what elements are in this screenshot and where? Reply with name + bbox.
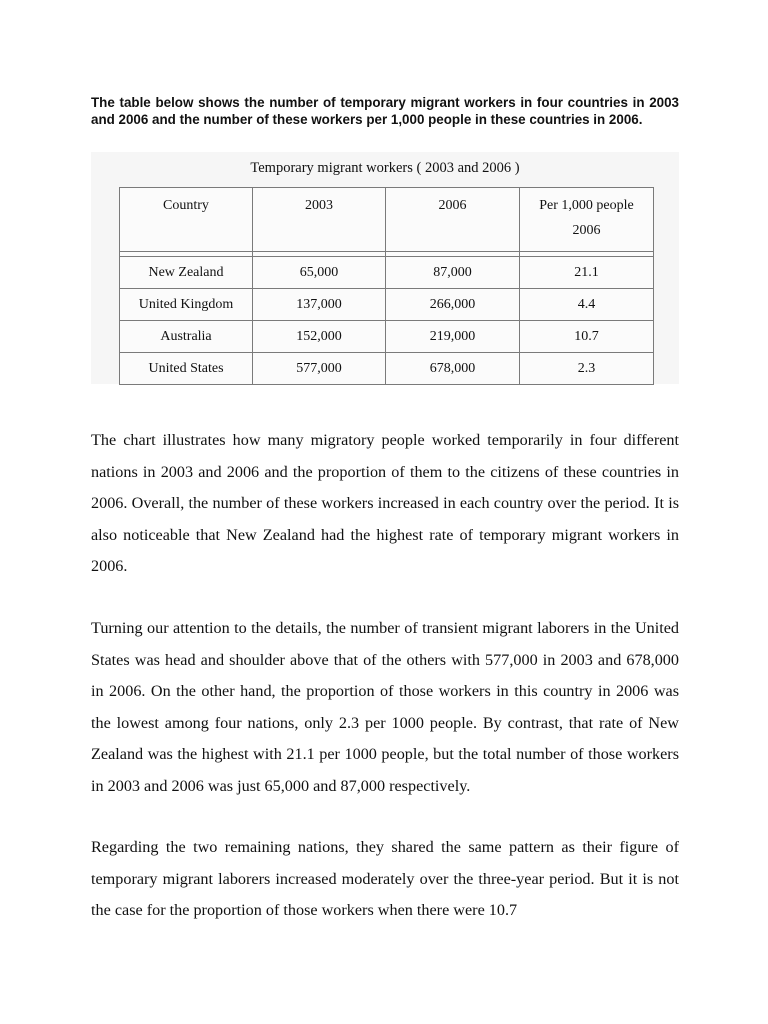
cell-per-1000: 2.3 (520, 353, 654, 385)
header-2003: 2003 (253, 188, 386, 252)
table-row (120, 321, 654, 353)
table-header-row (120, 188, 654, 252)
paragraph-overview: The chart illustrates how many migratory people worked temporarily in four different nations in 2003 and 2006 and the proportion of them to the citizens of these countries in 2006. Overall, the number of these workers increased in each country over the period. It is also noticeable that New Zealand had the highest rate of temporary migrant workers in 2006. (91, 431, 679, 575)
header-2006: 2006 (386, 188, 520, 252)
task-prompt: The table below shows the number of temporary migrant workers in four countries in 2003 and 2006 and the number of these workers per 1,000 people in these countries in 2006. (91, 95, 679, 127)
cell-per-1000: 21.1 (520, 257, 654, 289)
cell-per-1000: 10.7 (520, 321, 654, 353)
header-per-1000-line2: 2006 (572, 223, 601, 238)
cell-2003: 152,000 (253, 321, 386, 353)
cell-2006: 678,000 (386, 353, 520, 385)
cell-country: New Zealand (120, 257, 253, 289)
paragraph-remaining: Regarding the two remaining nations, they shared the same pattern as their figure of temporary migrant laborers increased moderately over the three-year period. But it is not the case for the proportion of those workers when there were 10.7 (91, 838, 679, 919)
cell-per-1000: 4.4 (520, 289, 654, 321)
cell-country: United States (120, 353, 253, 385)
header-per-1000 (520, 188, 654, 252)
cell-2006: 219,000 (386, 321, 520, 353)
cell-2003: 577,000 (253, 353, 386, 385)
table-row (120, 257, 654, 289)
cell-2003: 137,000 (253, 289, 386, 321)
table-figure (91, 152, 679, 384)
cell-2003: 65,000 (253, 257, 386, 289)
cell-2006: 87,000 (386, 257, 520, 289)
header-per-1000-line1: Per 1,000 people (539, 198, 634, 213)
table-row (120, 289, 654, 321)
table-title: Temporary migrant workers ( 2003 and 2006 ) (250, 160, 520, 176)
cell-country: United Kingdom (120, 289, 253, 321)
cell-2006: 266,000 (386, 289, 520, 321)
cell-country: Australia (120, 321, 253, 353)
paragraph-details: Turning our attention to the details, the number of transient migrant laborers in the United States was head and shoulder above that of the others with 577,000 in 2003 and 678,000 in 2006. On the other hand, the proportion of those workers in this country in 2006 was the lowest among four nations, only 2.3 per 1000 people. By contrast, that rate of New Zealand was the highest with 21.1 per 1000 people, but the total number of those workers in 2003 and 2006 was just 65,000 and 87,000 respectively. (91, 619, 679, 795)
header-country: Country (120, 188, 253, 252)
migrant-workers-table (119, 187, 654, 385)
table-row (120, 353, 654, 385)
